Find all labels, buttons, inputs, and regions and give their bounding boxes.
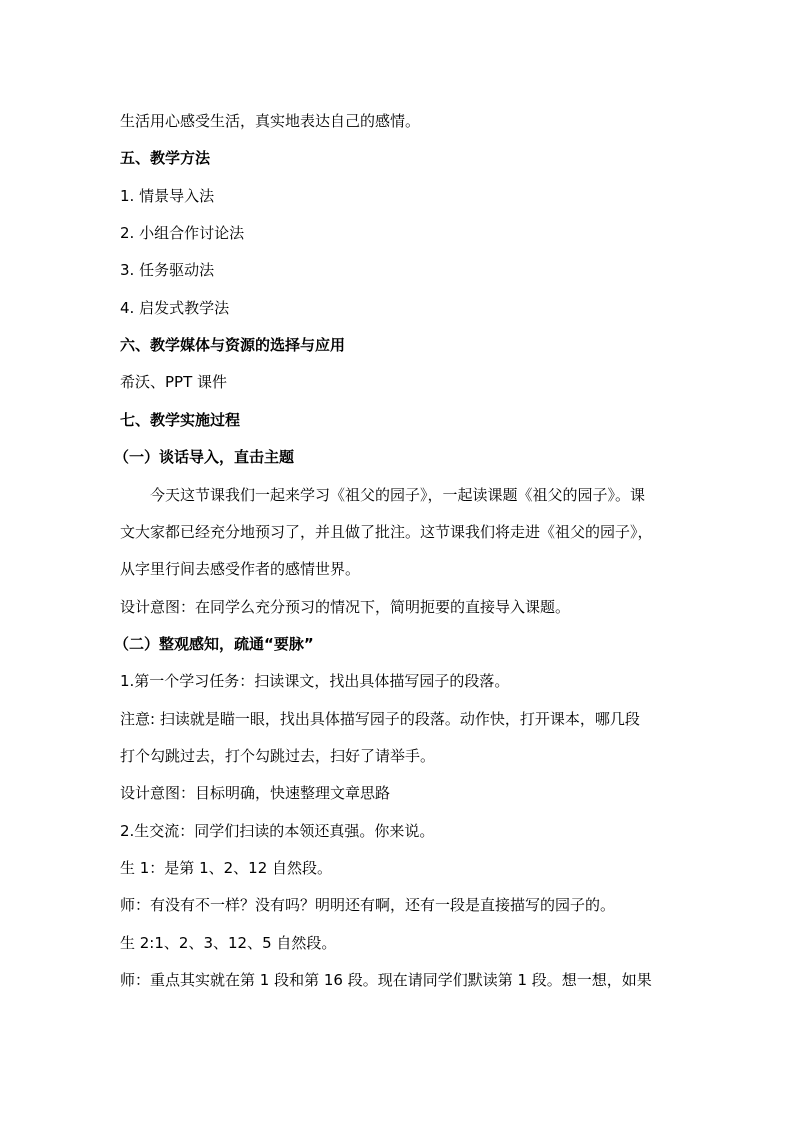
- dialogue-line: 生 2:1、2、3、12、5 自然段。: [120, 934, 337, 952]
- dialogue-line: 生 1：是第 1、2、12 自然段。: [120, 859, 333, 877]
- design-intent-line: 设计意图：目标明确，快速整理文章思路: [120, 784, 391, 802]
- text-line: 希沃、PPT 课件: [120, 373, 228, 391]
- paragraph-line: 从字里行间去感受作者的感情世界。: [120, 560, 361, 578]
- text-line: 生活用心感受生活，真实地表达自己的感情。: [120, 112, 421, 130]
- dialogue-line: 师：重点其实就在第 1 段和第 16 段。现在请同学们默读第 1 段。想一想，如果: [120, 971, 652, 989]
- list-item: 4. 启发式教学法: [120, 299, 230, 317]
- list-item: 3. 任务驱动法: [120, 261, 215, 279]
- section-heading-process: 七、教学实施过程: [120, 411, 241, 429]
- list-item: 1. 情景导入法: [120, 187, 215, 205]
- subsection-heading: （一）谈话导入，直击主题: [114, 448, 295, 466]
- list-item: 2. 小组合作讨论法: [120, 224, 245, 242]
- section-heading-methods: 五、教学方法: [120, 149, 211, 167]
- design-intent-line: 设计意图：在同学么充分预习的情况下，简明扼要的直接导入课题。: [120, 598, 571, 616]
- text-line: 1.第一个学习任务：扫读课文，找出具体描写园子的段落。: [120, 672, 510, 690]
- text-line: 注意: 扫读就是瞄一眼，找出具体描写园子的段落。动作快，打开课本，哪几段: [120, 710, 640, 728]
- text-line: 2.生交流：同学们扫读的本领还真强。你来说。: [120, 822, 435, 840]
- paragraph-line: 文大家都已经充分地预习了，并且做了批注。这节课我们将走进《祖父的园子》，: [120, 523, 653, 541]
- dialogue-line: 师：有没有不一样？没有吗？明明还有啊，还有一段是直接描写的园子的。: [120, 896, 616, 914]
- section-heading-media: 六、教学媒体与资源的选择与应用: [120, 336, 346, 354]
- text-line: 打个勾跳过去，打个勾跳过去，扫好了请举手。: [120, 747, 436, 765]
- subsection-heading: （二）整观感知，疏通“要脉”: [114, 635, 314, 653]
- paragraph-line: 今天这节课我们一起来学习《祖父的园子》，一起读课题《祖父的园子》。课: [150, 486, 646, 504]
